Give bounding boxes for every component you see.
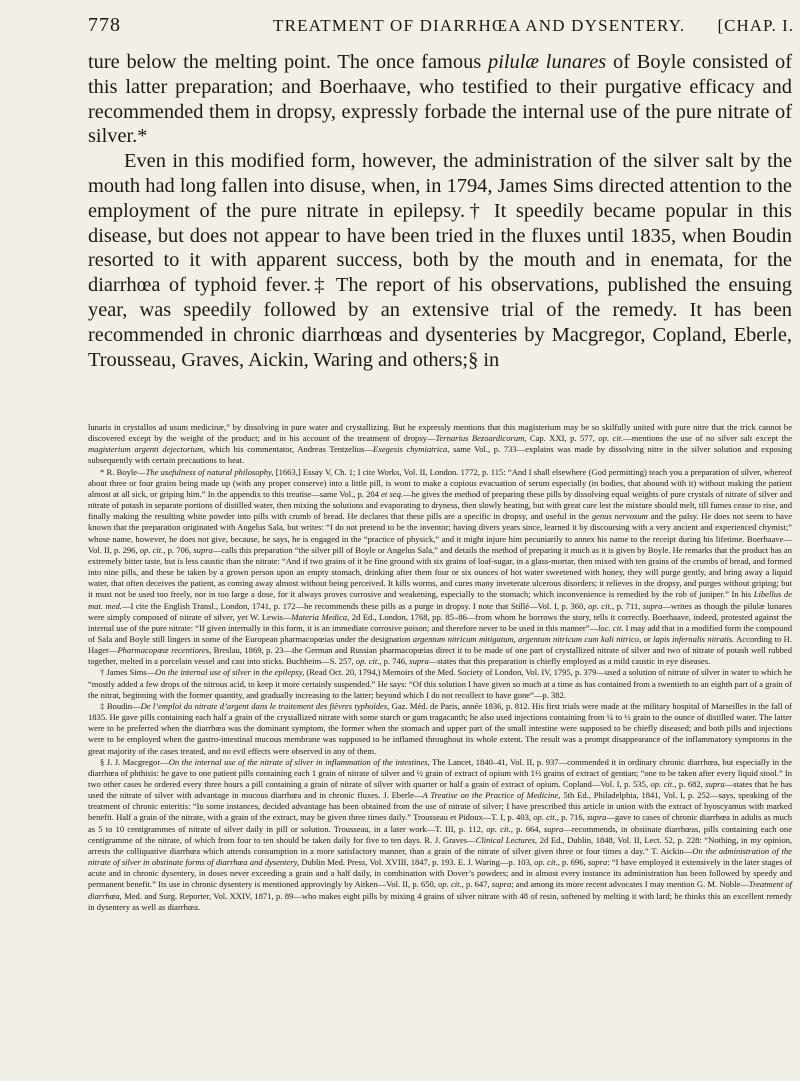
paragraph-1 (88, 50, 792, 149)
italic-ref: On the administration of the nitrate of silver in obstinate forms of diarrhœa and dysentery, (88, 845, 792, 868)
text-run: —gave to cases of chronic diarrhœa in adults as much as 5 to 10 centigrammes of nitrate of silver daily in pill or solution. Trousseau, in a later work—T. III, p. 112, (88, 812, 792, 834)
text-run: 2d Ed., London, 1768, pp. 85–86—from whom he borrows the story, tells it correctly. Boerhaave, indeed, protested against the internal use of the pure nitrate: “If given internally in this form, it is an immediate corrosive poison; and therefore never to be used in this manner”— (88, 611, 792, 633)
italic-ref: op. cit. (355, 656, 380, 667)
italic-ref: supra (586, 812, 607, 823)
text-run: same Vol., p. 733—explains was made by dissolving nitre in the silver solution and exposing subsequently with certain precautions to heat. (88, 444, 792, 466)
text-run: , p. 682, (674, 779, 706, 789)
italic-ref: supra (409, 656, 429, 667)
text-run: , p. 706, (163, 544, 194, 555)
text-run: * R. Boyle— (100, 466, 146, 477)
italic-ref: op. cit. (598, 433, 624, 444)
italic-ref: supra (642, 600, 663, 611)
italic-ref: op. cit. (486, 823, 511, 834)
text-run: —he gives the method of preparing these pills by dissolving equal weights of pure crystals of nitrate of silver and nitrate of potash in separate portions of distilled water, then mixing the solutions and evaporating to dryness, then slowly heating, but with great care lest the mixture should melt, till fumes cease to rise, and finally making the resulting white powder into pills with crumb of bread. He declares that these pills are a specific in dropsy, and useful in the (88, 488, 792, 522)
italic-ref: lapis infernalis nitratis. (653, 633, 735, 644)
text-run: § J. J. Macgregor— (100, 756, 169, 767)
italic-ref: Libellus de mat. med. (88, 589, 792, 611)
text-run: of Boyle consisted of this latter preparation; and Boerhaave, who testified to their purgative efficacy and recommended them in dropsy, expressly forbade the internal use of the pure nitrate of silver.* (88, 51, 792, 148)
text-run: —mentions the use of no silver salt except the (623, 433, 792, 444)
text-run: 5th Ed., Philadelphia, 1841, Vol. I, p. 252—says, speaking of the treatment of chronic enteritis: “In some instances, decided advantage has been obtained from the use of nitrate of silver; I have prescribed this article in union with the extract of hyoscyamus with marked benefit. Half a grain of the nitrate, with a grain of the extract, may be given three times daily.” Trousseau et Pidoux—T. I, p. 403, (88, 790, 793, 823)
italic-ref: Pharmacopœæ recentiores, (117, 645, 212, 656)
italic-ref: De l’emploi du nitrate d’argent dans le traitement des fièvres typhoïdes, (140, 700, 390, 711)
text-run: ; and among its more recent advocates I may mention G. M. Noble— (511, 879, 749, 890)
text-run: † James Sims— (100, 667, 156, 678)
text-run: 2d Ed., Dublin, 1848, Vol. II, Lect. 52, p. 228: “Nothing, in my opinion, arrests the colliquative diarrhœa which attends consumption in a more satisfactory manner, than a grain of the nitrate of silver given three or four times a day.” T. Aickin— (88, 834, 793, 856)
italic-ref: magisterium argenti dejectorium, (88, 444, 206, 455)
text-run: , p. 711, (612, 600, 643, 611)
running-title: TREATMENT OF DIARRHŒA AND DYSENTERY. (273, 16, 686, 35)
footnote-continuation (88, 422, 792, 467)
italic-ref: op. cit. (588, 600, 612, 611)
text-run: Dublin Med. Press, Vol. XVIII, 1847, p. 193. E. J. Waring—p. 103, (299, 857, 535, 868)
text-run: —recommends, in obstinate diarrhœas, pills containing each one centigramme of the nitrate, of which from four to ten should be taken daily for five to ten days. R. J. Graves— (88, 823, 792, 845)
footnotes (88, 422, 792, 913)
running-header (88, 6, 794, 42)
italic-ref: op. cit. (650, 779, 675, 789)
italic-ref: Clinical Lectures, (475, 834, 538, 845)
italic-ref: Exegesis chymiatrica, (372, 444, 450, 455)
paragraph-2 (88, 149, 792, 372)
text-run: I may add that in a modified form the compound of Sala and Boyle still lingers in some of the European pharmacopœias under the designation (88, 622, 792, 644)
text-run: ‡ Boudin— (100, 700, 141, 711)
text-run: lunaris in crystallos ad usum medicinæ,” by dissolving in pure water and crystallizing. But he expressly mentions that this magisterium may be so skilfully united with pure nitre that the trick cannot be discovered except by the weight of the product; and in his account of the treatment of dropsy— (88, 422, 792, 444)
text-run: —states that this preparation is chiefly employed as a mild caustic in eye diseases. (428, 656, 711, 667)
italic-ref: supra (491, 879, 512, 890)
italic-ref: argentum nitricum mitigatum, argentum nitricum cum kali nitrico, (412, 633, 642, 644)
italic-ref: supra (705, 779, 725, 789)
italic-ref: On the internal use of silver in the epilepsy, (155, 667, 305, 678)
italic-ref: Treatment of diarrhœa, (88, 879, 792, 901)
chapter-label: [CHAP. I. (717, 16, 794, 35)
text-run: The Lancet, 1840–41, Vol. II, p. 937—commended it in ordinary chronic diarrhœa, but especially in the diarrhœa of phthisis: he gave to one patient pills containing each 1 grain of nitrate of silver and ½ grain of extract of opium with 1½ grains of extract of gentian; “one to be taken after every liquid stool.” In two other cases he ordered every three hours a pill containing a grain of nitrate of silver with quarter or half a grain of extract of opium. Copland—Vol. I, p. 535, (88, 756, 792, 789)
text-run: —calls this preparation “the silver pill of Boyle or Angelus Sala,” and details the method of preparing it much as it is given by Boyle. He remarks that the product has an extremely bitter taste, but is less caustic than the nitrate: “And if two grains of it be fine ground with six grains of loaf-sugar, in a glass-mortar, then mixed with ten grains of the crumbs of bread, and formed into nine pills, and these be taken by a grown person upon an empty stomach, drinking after them four or six ounces of hot water sweetened with honey, they will purge gently, and bring away a liquid water, that often deceives the patient, as coming away almost without being perceived. It kills worms, and cures many inveterate ulcerous disorders; it relieves in the dropsy, and purges without griping; but it must not be used too freely, nor in too large a dose, for it always proves corrosive and weakening, especially to the stomach; which inconvenience is remedied by the rob of juniper.” In his (88, 544, 792, 600)
italic-ref: loc. cit. (598, 622, 624, 633)
page-number: 778 (88, 14, 121, 36)
text-run: —writes as though the pilulæ lunares were simply composed of nitrate of silver, yet W. Lewis— (88, 600, 792, 622)
italic-ref: op. cit. (533, 812, 557, 823)
text-run: Even in this modified form, however, the administration of the silver salt by the mouth had long fallen into disuse, when, in 1794, James Sims directed attention to the employment of the pure nitrate in epilepsy.† It speedily became popular in this disease, but does not appear to have been tried in the fluxes until 1835, when Boudin resorted to it with apparent success, both by the mouth and in enemata, for the diarrhœa of typhoid fever.‡ The report of his observations, published the ensuing year, was speedily followed by an extensive trial of the remedy. It has been recommended in chronic diarrhœas and dysenteries by Macgregor, Copland, Eberle, Trousseau, Graves, Aickin, Waring and others;§ in (88, 150, 792, 371)
text-run: , p. 696, (557, 857, 588, 868)
italic-term: pilulæ lunares (488, 51, 607, 73)
italic-ref: supra (543, 823, 564, 834)
text-run: ture below the melting point. The once famous (88, 51, 489, 73)
text-run: —I cite the English Transl., London, 1741, p. 172—he recommends these pills as a purge in dropsy. I note that Stillé—Vol. I, p. 360, (121, 600, 589, 611)
text-run: (Read Oct. 20, 1794,) Memoirs of the Med. Society of London, Vol. IV, 1795, p. 379—used a solution of nitrate of silver in water to which he “mostly added a few drops of the nitrous acid, to keep it more certainly suspended.” He says: “Of this solution I have given so much at a time as has contained from a twentieth to an eighth part of a grain of the nitrat, beginning with the former quantity, and gradually increasing to the latter; beyond which I do not recollect to have gone”—p. 382. (88, 667, 792, 700)
text-run: , p. 746, (379, 656, 410, 667)
text-run: Med. and Surg. Reporter, Vol. XXIV, 1871, p. 89—who makes eight pills by mixing 4 grains of silver nitrate with 48 of resin, softened by melting it with lard; he thinks this an excellent remedy in dysentery as well as diarrhœa. (88, 890, 792, 912)
italic-ref: genus nervosum (591, 511, 648, 522)
text-run: [1663,] Essay V, Ch. 1; I cite Works, Vol. II, London. 1772, p. 115: “And I shall elsewhere (God permitting) teach you a preparation of silver, whereof about three or four grains being made up (with any proper conserve) into a little pill, is wont to make a copious evacuation of serum especially (in bodies, that abound with it) without making the patient almost at all sick, or griping him.” In the appendix to this treatise—same Vol., p. 204 (88, 466, 792, 499)
footnote-section (88, 757, 792, 913)
italic-ref: On the internal use of the nitrate of silver in inflammation of the intestines, (168, 756, 430, 767)
italic-ref: op. cit. (139, 544, 164, 555)
italic-ref: Ternarius Bezoardicorum, (435, 433, 527, 444)
text-run: , p. 647, (461, 879, 492, 890)
italic-ref: The usefulness of natural philosophy, (145, 466, 274, 477)
footnote-dagger (88, 667, 792, 700)
text-run: or (641, 633, 654, 644)
italic-ref: A Treatise on the Practice of Medicine, (422, 790, 561, 801)
footnote-double-dagger (88, 701, 792, 757)
text-run: , p. 664, (510, 823, 544, 834)
text-run: Gaz. Méd. de Paris, année 1836, p. 812. His first trials were made at the military hospital of Marseilles in the fall of 1835. He gave pills containing each half a grain of the crystallized nitrate with some starch or gum tragacanth; he also used injections containing from ¼ to ½ grain to the ounce of distilled water. The latter were to be preferred when the diarrhœa was the dominant symptom, the former when the stomach and upper part of the small intestine were supposed to be chiefly diseased; and both pills and injections were to be employed when the gastro-intestinal mucous membrane was supposed to be inflamed throughout its whole extent. The result was a prompt disappearance of the inflammatory symptoms in the great majority of the cases treated, and no evil effects were observed in any of them. (88, 700, 792, 756)
italic-ref: op. cit. (534, 857, 558, 868)
italic-ref: Materia Medica, (291, 611, 350, 622)
text-run: , p. 716, (556, 812, 587, 823)
italic-ref: op. cit. (438, 879, 462, 890)
main-text (88, 50, 792, 372)
italic-ref: supra (587, 857, 608, 868)
italic-ref: et seq. (381, 488, 404, 499)
footnote-asterisk (88, 467, 792, 668)
text-run: Breslau, 1869, p. 23—the German and Russian pharmacopœias direct it to be made of one part of crystallized nitrate of silver and two of nitrate of potash well rubbed together, melted in a porcelain vessel and cast into sticks. Buchheim—S. 257, (88, 645, 793, 667)
text-run: : “I have employed it extensively in the later stages of acute and in chronic dysentery, in doses never exceeding a grain and a half daily, in combination with Dover’s powders; and in almost every instance its administration has been followed by speedy and permanent benefit.” Its use in chronic dysentery is mentioned approvingly by Aitken—Vol. II, p. 650, (88, 857, 792, 890)
italic-ref: supra (193, 544, 213, 555)
text-run: and the palsy. He does not seem to have known that the preparation originated with Angelus Sala, but writes: “I do not pretend to be the inventor; having divers years since, learned it by discoursing with a very ancient and experienced chymist;” whose name, however, he does not give, because, he says, he is engaged in the “practice of physick,” and it might injure him pecuniarily to annex his name to the receipt during his lifetime. Boerhaave—Vol. II, p. 296, (88, 511, 793, 555)
text-run: which his commentator, Andreas Tentzelius— (205, 444, 373, 455)
text-run: Cap. XXI, p. 577, (526, 433, 599, 444)
text-run: —states that he has used the nitrate of silver with advantage in mucous diarrhœa and in chronic fluxes. J. Eberle— (88, 779, 792, 801)
text-run: According to H. Hager— (88, 633, 792, 656)
